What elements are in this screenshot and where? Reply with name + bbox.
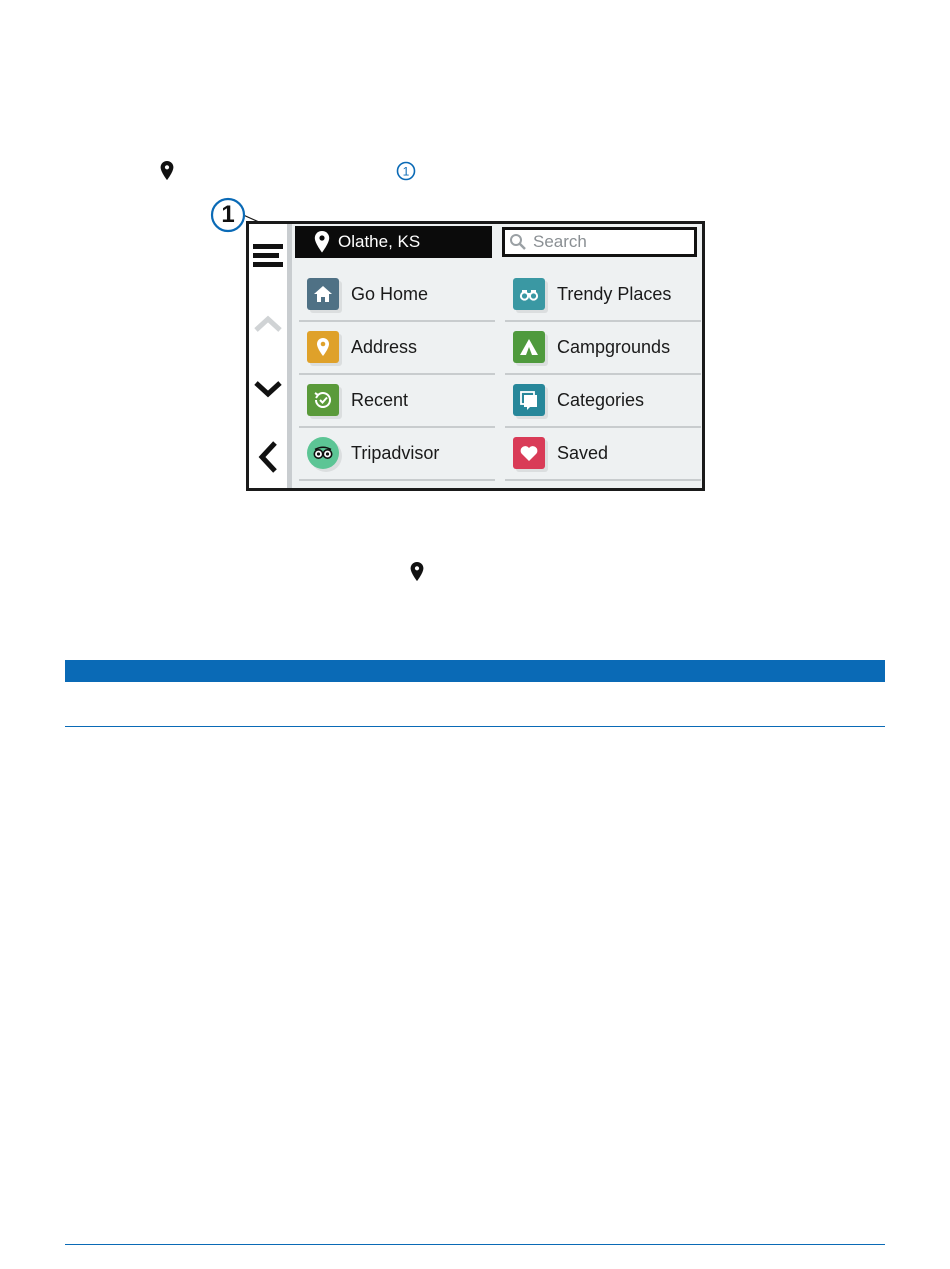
menu-item-categories[interactable] [505, 374, 701, 428]
footer-divider [65, 1244, 885, 1245]
svg-text:1: 1 [402, 164, 410, 179]
search-placeholder: Search [533, 232, 587, 251]
menu-item-label: Tripadvisor [351, 442, 440, 463]
menu-item-tripadvisor[interactable] [299, 427, 495, 481]
back-icon[interactable] [253, 440, 283, 474]
search-location-button[interactable] [295, 226, 492, 258]
binoculars-icon [513, 278, 545, 310]
menu-item-label: Go Home [351, 283, 429, 304]
callout-1-icon [396, 161, 416, 181]
menu-item-trendy-places[interactable] [505, 268, 701, 322]
location-pin-icon [314, 231, 330, 253]
menu-item-address[interactable] [299, 321, 495, 375]
menu-item-recent[interactable] [299, 374, 495, 428]
menu-item-label: Address [351, 336, 418, 357]
section-heading-bar [65, 660, 885, 682]
callout-badge [210, 197, 246, 233]
location-pin-icon [160, 161, 174, 181]
callout-number: 1 [221, 201, 235, 228]
menu-item-label: Categories [557, 389, 645, 410]
recent-clock-icon [307, 384, 339, 416]
menu-item-label: Campgrounds [557, 336, 671, 357]
menu-item-label: Recent [351, 389, 409, 410]
search-icon [509, 233, 527, 251]
address-pin-icon [307, 331, 339, 363]
menu-item-saved[interactable] [505, 427, 701, 481]
home-icon [307, 278, 339, 310]
left-rail [249, 224, 287, 488]
menu-item-go-home[interactable] [299, 268, 495, 322]
heart-icon [513, 437, 545, 469]
device-screen [246, 221, 705, 491]
scroll-up-icon[interactable] [253, 306, 283, 340]
menu-icon[interactable] [253, 238, 283, 272]
tripadvisor-owl-icon [307, 437, 339, 469]
menu-item-label: Trendy Places [557, 283, 672, 304]
search-field[interactable] [502, 227, 697, 257]
tent-icon [513, 331, 545, 363]
where-to-menu [292, 224, 702, 488]
scroll-down-icon[interactable] [253, 372, 283, 406]
categories-icon [513, 384, 545, 416]
menu-item-campgrounds[interactable] [505, 321, 701, 375]
location-pin-icon [410, 562, 424, 582]
menu-item-label: Saved [557, 442, 609, 463]
search-location-label: Olathe, KS [338, 232, 421, 251]
section-divider [65, 726, 885, 727]
